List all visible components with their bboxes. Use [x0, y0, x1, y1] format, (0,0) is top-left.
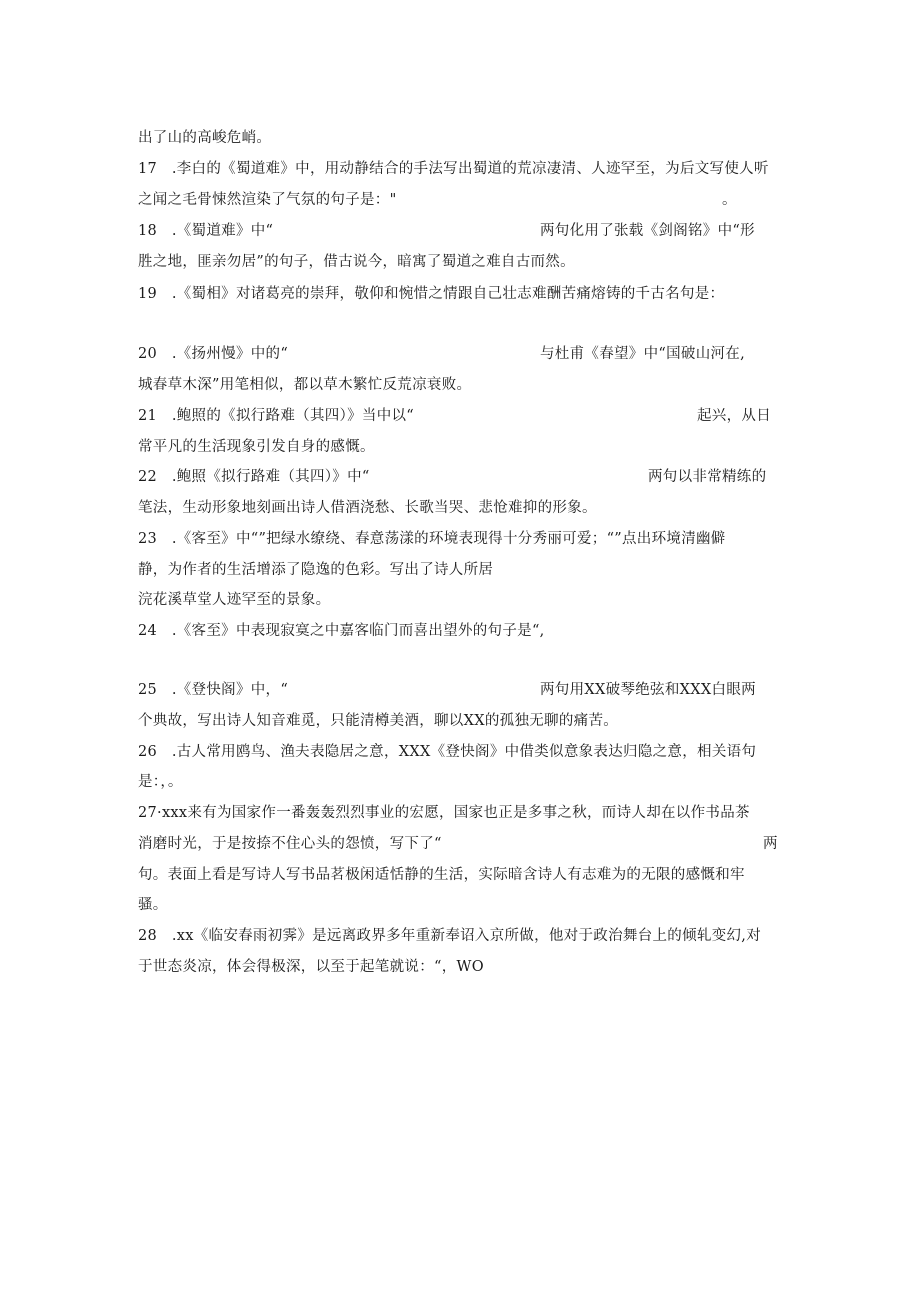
text-fragment: 两句以非常精练的 — [648, 469, 767, 485]
text-line: 是：，。 — [138, 774, 183, 790]
question-25: 25 .《登快阁》中，“ — [138, 682, 289, 698]
text-fragment: 两句用XX破琴绝弦和XXX白眼两 — [540, 682, 756, 698]
text-fragment: 与杜甫《春望》中“国破山河在, — [540, 346, 746, 362]
question-28: 28 .xx《临安春雨初霁》是远离政界多年重新奉诏入京所做，他对于政治舞台上的倾轧变幻,对 — [138, 928, 762, 944]
text-line: 出了山的高峻危峭。 — [138, 130, 272, 146]
question-20: 20 .《扬州慢》中的“ — [138, 346, 289, 362]
question-22: 22 .鲍照《拟行路难（其四）》中“ — [138, 469, 370, 485]
text-line: 城春草木深”用笔相似，都以草木繁忙反荒凉衰败。 — [138, 377, 472, 393]
text-line: 句。表面上看是写诗人写书品茗极闲适恬静的生活，实际暗含诗人有志难为的无限的感慨和牢 — [138, 867, 745, 883]
text-line: 常平凡的生活现象引发自身的感慨。 — [138, 439, 375, 455]
text-fragment: 起兴，从日 — [697, 408, 771, 424]
text-line: 笔法，生动形象地刻画出诗人借酒浇愁、长歌当哭、悲怆难抑的形象。 — [138, 500, 597, 516]
text-line: 胜之地，匪亲勿居”的句子，借古说今，暗寓了蜀道之难自古而然。 — [138, 254, 575, 270]
text-line: 于世态炎凉，体会得极深，以至于起笔就说：“，WO — [138, 959, 484, 975]
text-line: 静，为作者的生活增添了隐逸的色彩。写出了诗人所居 — [138, 562, 494, 578]
text-line: 消磨时光，于是按捺不住心头的怨愤，写下了“ — [138, 836, 442, 852]
question-27: 27·xxx来有为国家作一番轰轰烈烈事业的宏愿，国家也正是多事之秋，而诗人却在以作书品茶 — [138, 805, 750, 821]
question-24: 24 .《客至》中表现寂寞之中嘉客临门而喜出望外的句子是“, — [138, 623, 545, 639]
question-18: 18 .《蜀道难》中“ — [138, 223, 274, 239]
text-line: 个典故，写出诗人知音难觅，只能清樽美酒，聊以XX的孤独无聊的痛苦。 — [138, 713, 619, 729]
question-19: 19 .《蜀相》对诸葛亮的崇拜，敬仰和惋惜之情跟自己壮志难酬苦痛熔铸的千古名句是： — [138, 286, 725, 302]
question-17: 17 .李白的《蜀道难》中，用动静结合的手法写出蜀道的荒凉凄清、人迹罕至，为后文写使人听 — [138, 161, 769, 177]
text-fragment: 。 — [722, 192, 737, 208]
text-line: 浣花溪草堂人迹罕至的景象。 — [138, 592, 331, 608]
question-26: 26 .古人常用鸥鸟、渔夫表隐居之意，XXX《登快阁》中借类似意象表达归隐之意，相关语句 — [138, 744, 757, 760]
question-23: 23 .《客至》中“”把绿水缭绕、春意荡漾的环境表现得十分秀丽可爱；“”点出环境清幽僻 — [138, 531, 726, 547]
text-fragment: 两句化用了张载《剑阁铭》中“形 — [540, 223, 755, 239]
text-line: 之闻之毛骨悚然渲染了气氛的句子是：" — [138, 192, 397, 208]
text-line: 骚。 — [138, 897, 168, 913]
text-fragment: 两 — [763, 836, 778, 852]
question-21: 21 .鲍照的《拟行路难（其四）》当中以“ — [138, 408, 415, 424]
